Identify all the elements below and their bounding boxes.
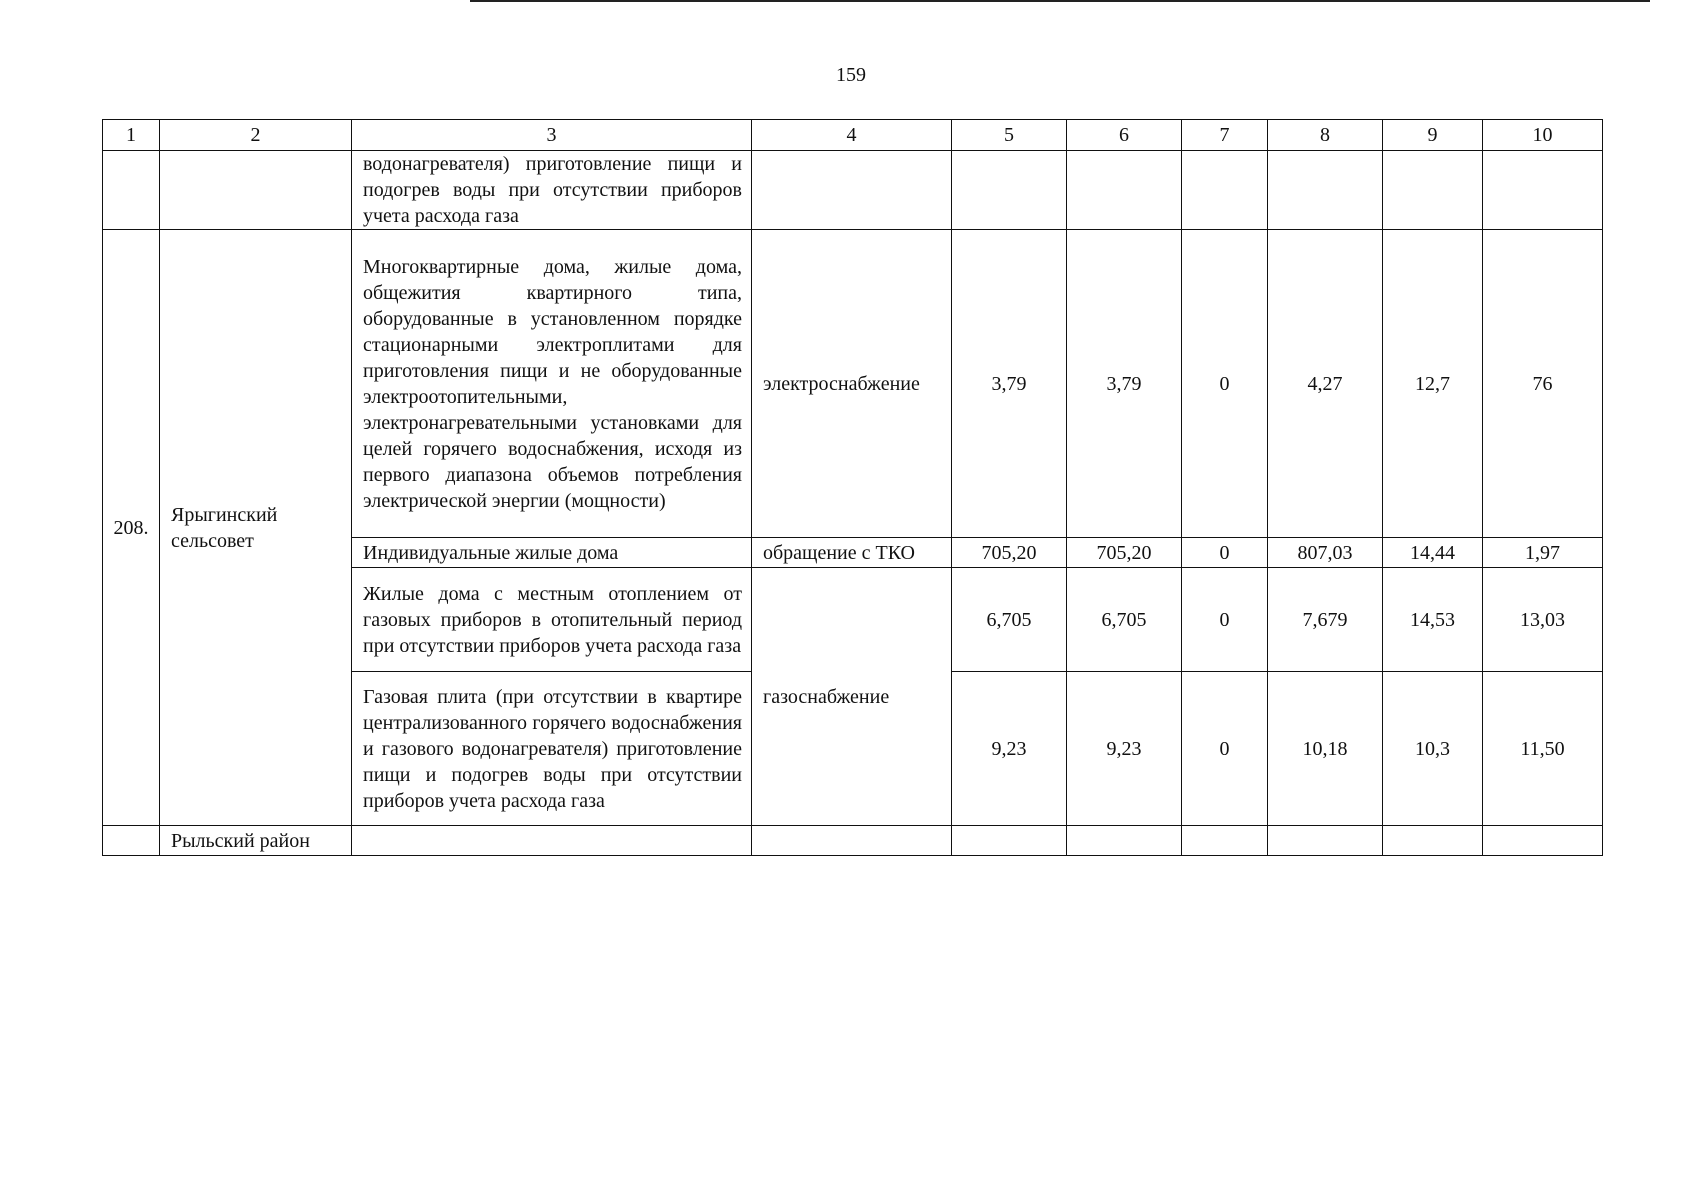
value-cell: 14,53 (1383, 568, 1483, 672)
value-cell: 807,03 (1268, 538, 1383, 568)
empty-cell (952, 826, 1067, 856)
empty-cell (1383, 151, 1483, 230)
page-number: 159 (836, 64, 866, 86)
value-cell: 0 (1182, 672, 1268, 826)
header-row (103, 120, 1603, 151)
empty-cell (1067, 826, 1182, 856)
value-cell: 6,705 (1067, 568, 1182, 672)
value-cell: 3,79 (952, 230, 1067, 538)
empty-cell (952, 151, 1067, 230)
value-cell: 12,7 (1383, 230, 1483, 538)
service-cell: электроснабжение (752, 230, 952, 538)
district-row (103, 826, 1603, 856)
district-name: Рыльский район (160, 826, 352, 856)
entry-number: 208. (103, 230, 160, 826)
empty-cell (1268, 826, 1383, 856)
header-cell: 5 (952, 120, 1067, 151)
value-cell: 9,23 (1067, 672, 1182, 826)
value-cell: 10,3 (1383, 672, 1483, 826)
empty-cell (1268, 151, 1383, 230)
empty-cell (1483, 151, 1603, 230)
empty-cell (352, 826, 752, 856)
settlement-name: Ярыгинский сельсовет (160, 230, 352, 826)
table-row (103, 230, 1603, 538)
value-cell: 0 (1182, 230, 1268, 538)
empty-cell (1383, 826, 1483, 856)
description-cell: Газовая плита (при отсутствии в квартире централизованного горячего водоснабжения и газового водонагревателя) приготовление пищи и подогрев воды при отсутствии приборов учета расхода газа (352, 672, 752, 826)
empty-cell (160, 151, 352, 230)
tariff-table (102, 119, 1603, 856)
value-cell: 9,23 (952, 672, 1067, 826)
value-cell: 13,03 (1483, 568, 1603, 672)
continuation-row (103, 151, 1603, 230)
empty-cell (1067, 151, 1182, 230)
empty-cell (1182, 826, 1268, 856)
top-scan-line (470, 0, 1650, 2)
empty-cell (1182, 151, 1268, 230)
value-cell: 7,679 (1268, 568, 1383, 672)
header-cell: 6 (1067, 120, 1182, 151)
empty-cell (752, 151, 952, 230)
description-cell: Многоквартирные дома, жилые дома, общежития квартирного типа, оборудованные в установленном порядке стационарными электроплитами для приготовления пищи и не оборудованные электроотопительными, электронагревательными установками для целей горячего водоснабжения, исходя из первого диапазона объемов потребления электрической энергии (мощности) (352, 230, 752, 538)
empty-cell (103, 151, 160, 230)
value-cell: 76 (1483, 230, 1603, 538)
header-cell: 7 (1182, 120, 1268, 151)
header-cell: 1 (103, 120, 160, 151)
value-cell: 3,79 (1067, 230, 1182, 538)
value-cell: 0 (1182, 538, 1268, 568)
description-cell: Индивидуальные жилые дома (352, 538, 752, 568)
header-cell: 10 (1483, 120, 1603, 151)
value-cell: 705,20 (952, 538, 1067, 568)
service-cell: газоснабжение (752, 568, 952, 826)
header-cell: 9 (1383, 120, 1483, 151)
header-cell: 8 (1268, 120, 1383, 151)
description-cell: водонагревателя) приготовление пищи и подогрев воды при отсутствии приборов учета расхода газа (352, 151, 752, 230)
header-cell: 3 (352, 120, 752, 151)
header-cell: 4 (752, 120, 952, 151)
empty-cell (103, 826, 160, 856)
value-cell: 705,20 (1067, 538, 1182, 568)
value-cell: 0 (1182, 568, 1268, 672)
value-cell: 6,705 (952, 568, 1067, 672)
value-cell: 1,97 (1483, 538, 1603, 568)
value-cell: 4,27 (1268, 230, 1383, 538)
value-cell: 10,18 (1268, 672, 1383, 826)
empty-cell (1483, 826, 1603, 856)
description-cell: Жилые дома с местным отоплением от газовых приборов в отопительный период при отсутствии приборов учета расхода газа (352, 568, 752, 672)
value-cell: 11,50 (1483, 672, 1603, 826)
value-cell: 14,44 (1383, 538, 1483, 568)
header-cell: 2 (160, 120, 352, 151)
empty-cell (752, 826, 952, 856)
service-cell: обращение с ТКО (752, 538, 952, 568)
